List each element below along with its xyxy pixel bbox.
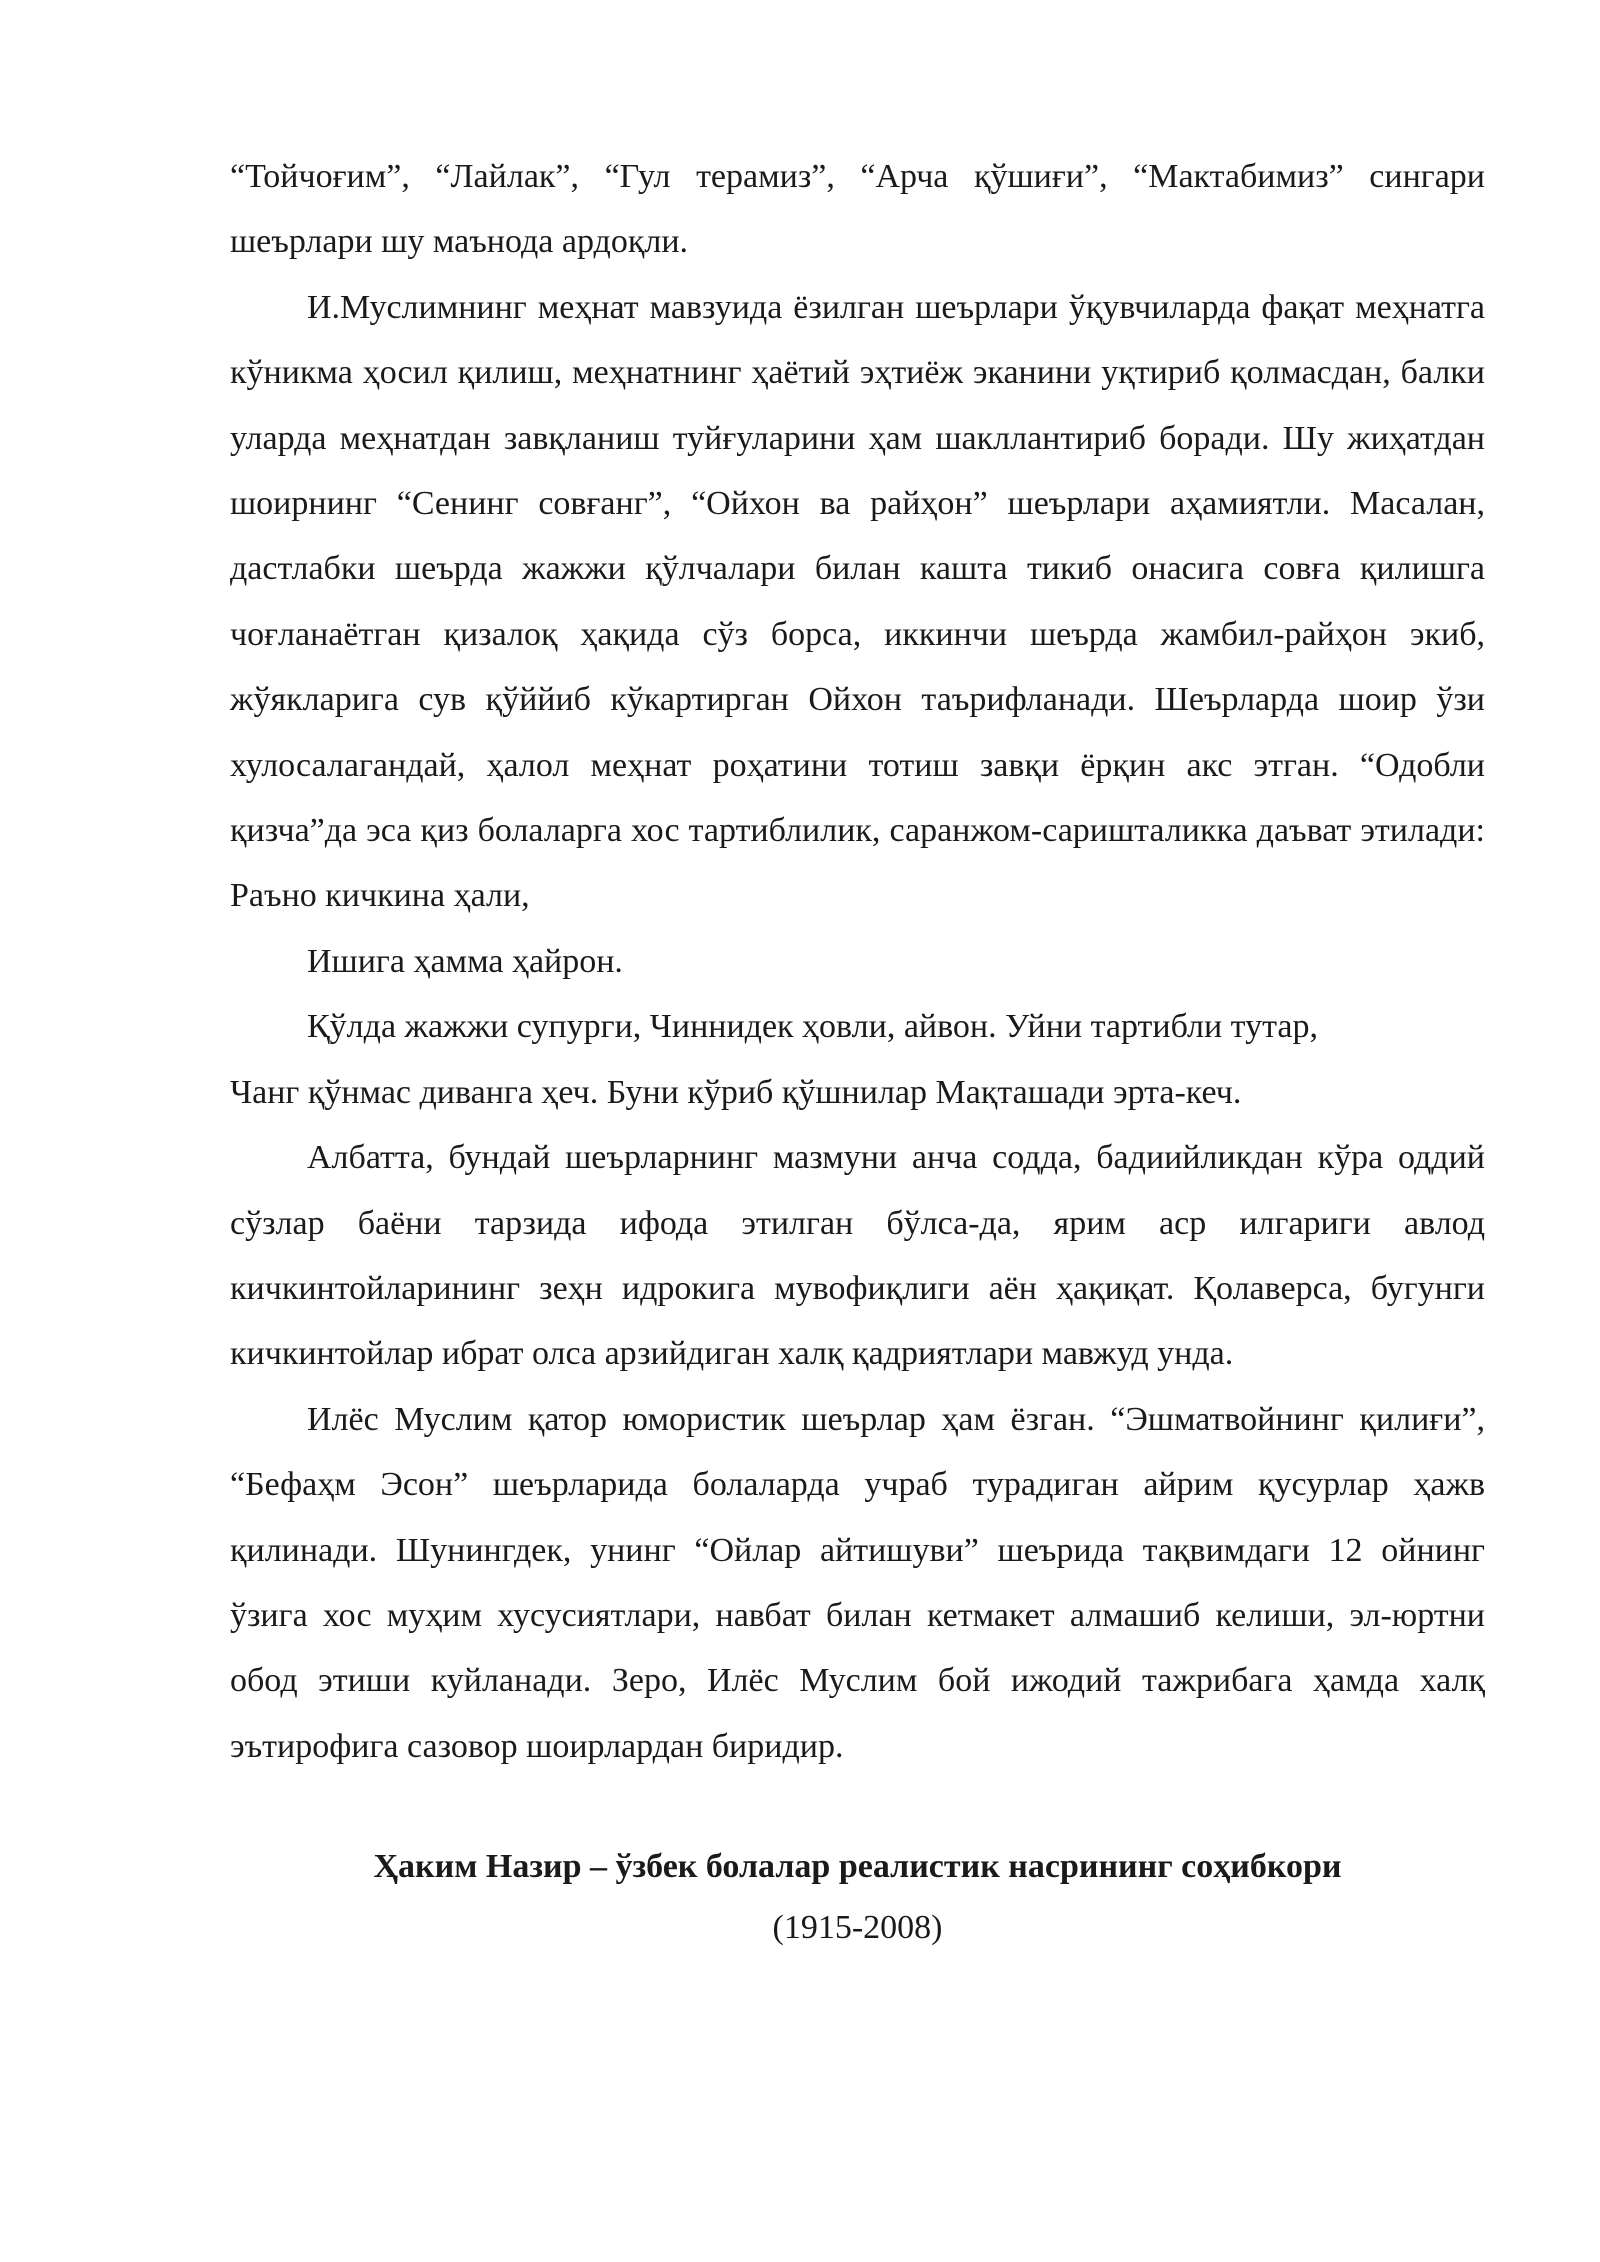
paragraph-2-tail: Раъно кичкина ҳали, [230,877,530,915]
verse-line-1: Ишига ҳамма ҳайрон. [307,942,623,980]
paragraph-2: И.Муслимнинг меҳнат мавзуида ёзилган шеърлари ўқувчиларда фақат меҳнатга кўникма ҳосил қилиш, меҳнатнинг ҳаётий эҳтиёж эканини уқтириб қолмасдан, балки уларда меҳнатдан завқланиш туйғуларини ҳам шакллантириб боради. Шу жиҳатдан шоирнинг “Сенинг совғанг”, “Ойхон ва райҳон” шеърлари аҳамиятли. Масалан, дастлабки шеърда жажжи қўлчалари билан кашта тикиб онасига совға қилишга чоғланаётган қизалоқ ҳақида сўз борса, иккинчи шеърда жамбил-райҳон экиб, жўякларига сув қўййиб кўкартирган Ойхон таърифланади. Шеърларда шоир ўзи хулосалагандай, ҳалол меҳнат роҳатини тотиш завқи ёрқин акс этган. “Одобли қизча”да эса қиз болаларга хос тартиблилик, саранжом-саришталикка даъват этилади: [230,288,1485,850]
section-years: (1915-2008) [772,1909,943,1947]
section-heading: Ҳаким Назир – ўзбек болалар реалистик насрининг соҳибкори [373,1848,1342,1886]
verse-line-2: Қўлда жажжи супурги, Чиннидек ҳовли, айвон. Уйни тартибли тутар, [307,1008,1318,1046]
paragraph-4: Илёс Муслим қатор юмористик шеърлар ҳам ёзган. “Эшматвойнинг қилиғи”, “Бефаҳм Эсон” шеърларида болаларда учраб турадиган айрим қусурлар ҳажв қилинади. Шунингдек, унинг “Ойлар айтишуви” шеърида тақвимдаги 12 ойнинг ўзига хос муҳим хусусиятлари, навбат билан кетмакет алмашиб келиши, эл-юртни обод этиши куйланади. Зеро, Илёс Муслим бой ижодий тажрибага ҳамда халқ эътирофига сазовор шоирлардан биридир. [230,1400,1485,1765]
document-page [230,144,1485,1958]
paragraph-3: Албатта, бундай шеърларнинг мазмуни анча содда, бадиийликдан кўра оддий сўзлар баёни тарзида ифода этилган бўлса-да, ярим аср илгариги авлод кичкинтойларининг зеҳн идрокига мувофиқлиги аён ҳақиқат. Қолаверса, бугунги кичкинтойлар ибрат олса арзийдиган халқ қадриятлари мавжуд унда. [230,1139,1485,1373]
verse-line-3: Чанг қўнмас диванга ҳеч. Буни кўриб қўшнилар Мақташади эрта-кеч. [230,1073,1242,1111]
paragraph-1: “Тойчоғим”, “Лайлак”, “Гул терамиз”, “Арча қўшиғи”, “Мактабимиз” сингари шеърлари шу маънода ардоқли. [230,158,1485,261]
